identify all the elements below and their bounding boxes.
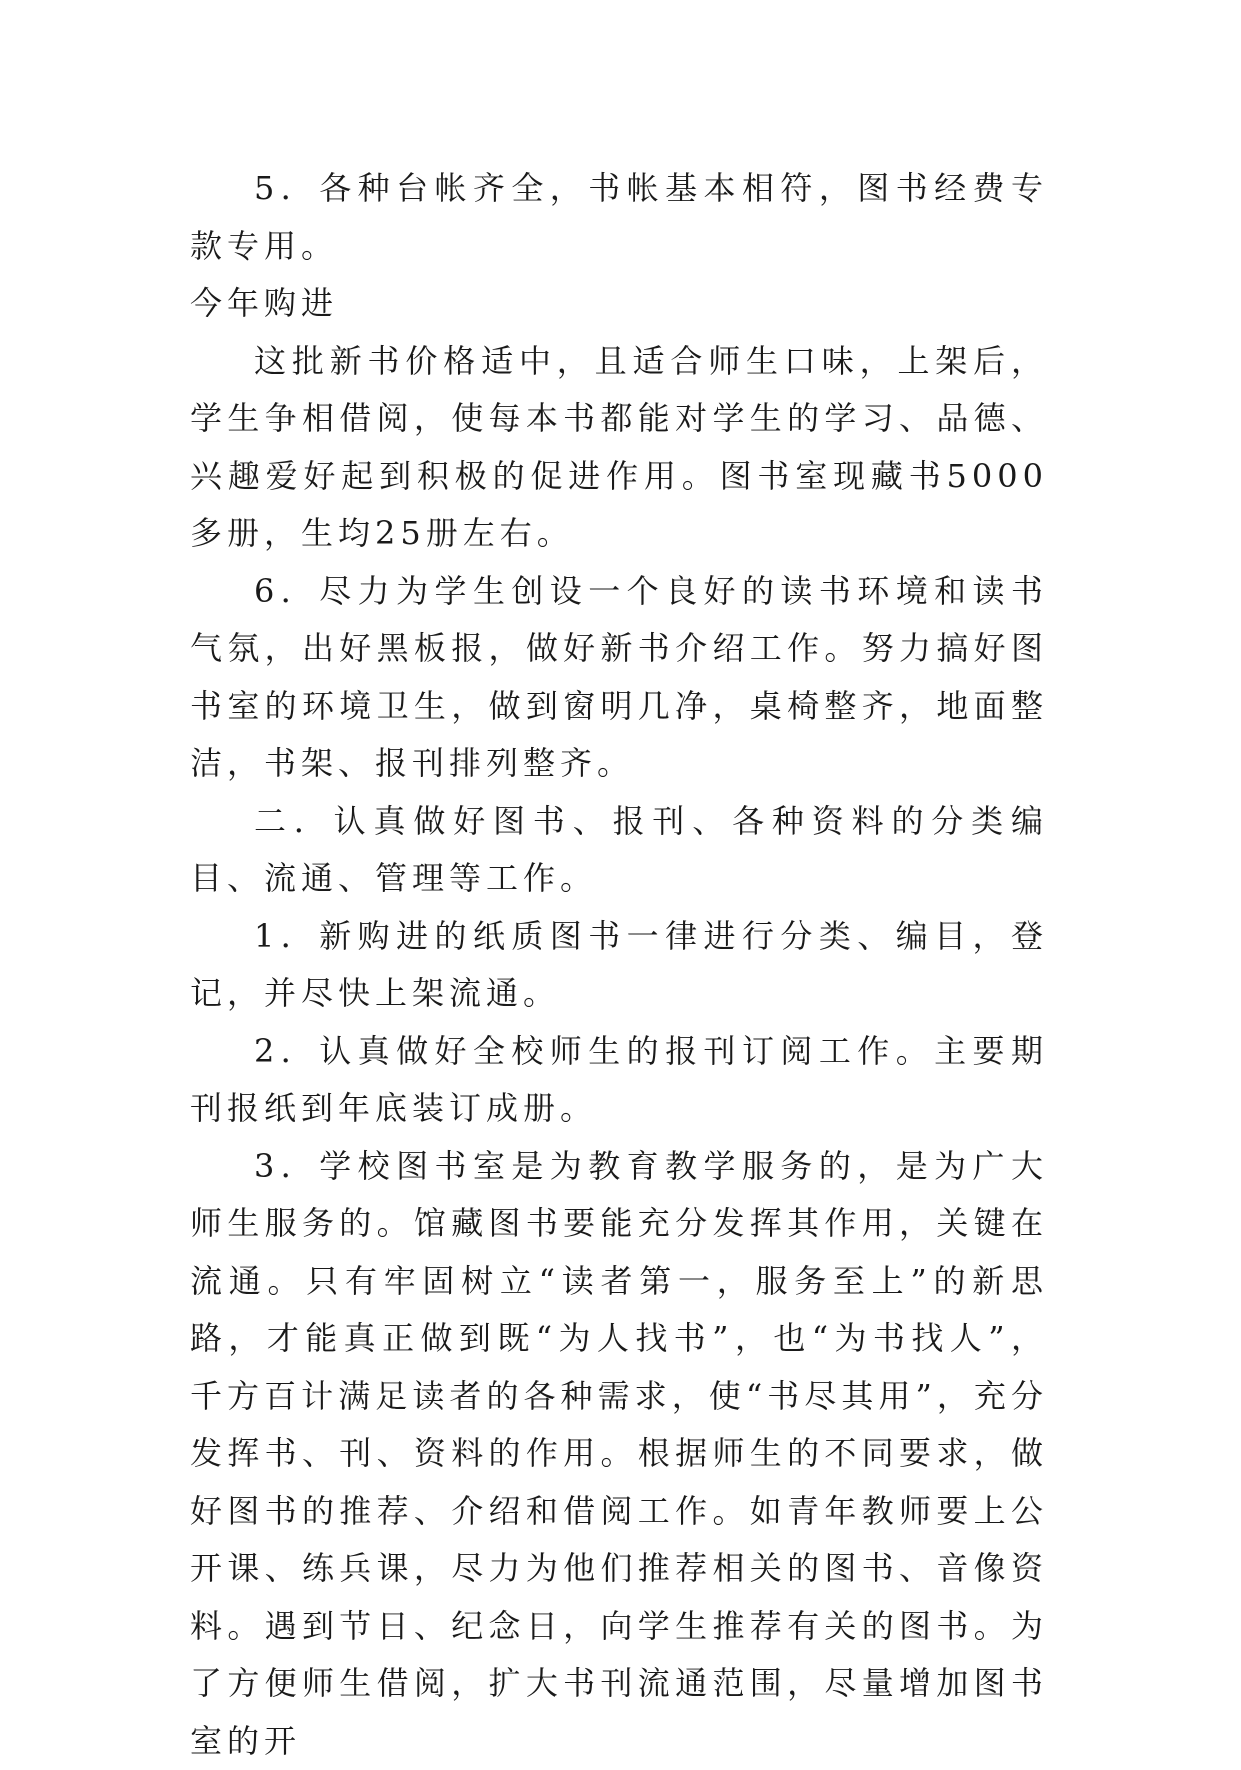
paragraph-new-books: 这批新书价格适中，且适合师生口味，上架后，学生争相借阅，使每本书都能对学生的学习、品德、兴趣爱好起到积极的促进作用。图书室现藏书5000多册，生均25册左右。 [190, 333, 1048, 563]
document-body [190, 160, 1048, 1770]
paragraph-continuation: 今年购进 [190, 275, 1048, 333]
paragraph-item-2: 2．认真做好全校师生的报刊订阅工作。主要期刊报纸到年底装订成册。 [190, 1023, 1048, 1138]
section-heading-2: 二．认真做好图书、报刊、各种资料的分类编目、流通、管理等工作。 [190, 793, 1048, 908]
paragraph-item-3: 3．学校图书室是为教育教学服务的，是为广大师生服务的。馆藏图书要能充分发挥其作用，关键在流通。只有牢固树立“读者第一，服务至上”的新思路，才能真正做到既“为人找书”，也“为书找人”，千方百计满足读者的各种需求，使“书尽其用”，充分发挥书、刊、资料的作用。根据师生的不同要求，做好图书的推荐、介绍和借阅工作。如青年教师要上公开课、练兵课，尽力为他们推荐相关的图书、音像资料。遇到节日、纪念日，向学生推荐有关的图书。为了方便师生借阅，扩大书刊流通范围，尽量增加图书室的开 [190, 1138, 1048, 1770]
paragraph-item-5: 5．各种台帐齐全，书帐基本相符，图书经费专款专用。 [190, 160, 1048, 275]
paragraph-item-6: 6．尽力为学生创设一个良好的读书环境和读书气氛，出好黑板报，做好新书介绍工作。努力搞好图书室的环境卫生，做到窗明几净，桌椅整齐，地面整洁，书架、报刊排列整齐。 [190, 563, 1048, 793]
paragraph-item-1: 1．新购进的纸质图书一律进行分类、编目，登记，并尽快上架流通。 [190, 908, 1048, 1023]
